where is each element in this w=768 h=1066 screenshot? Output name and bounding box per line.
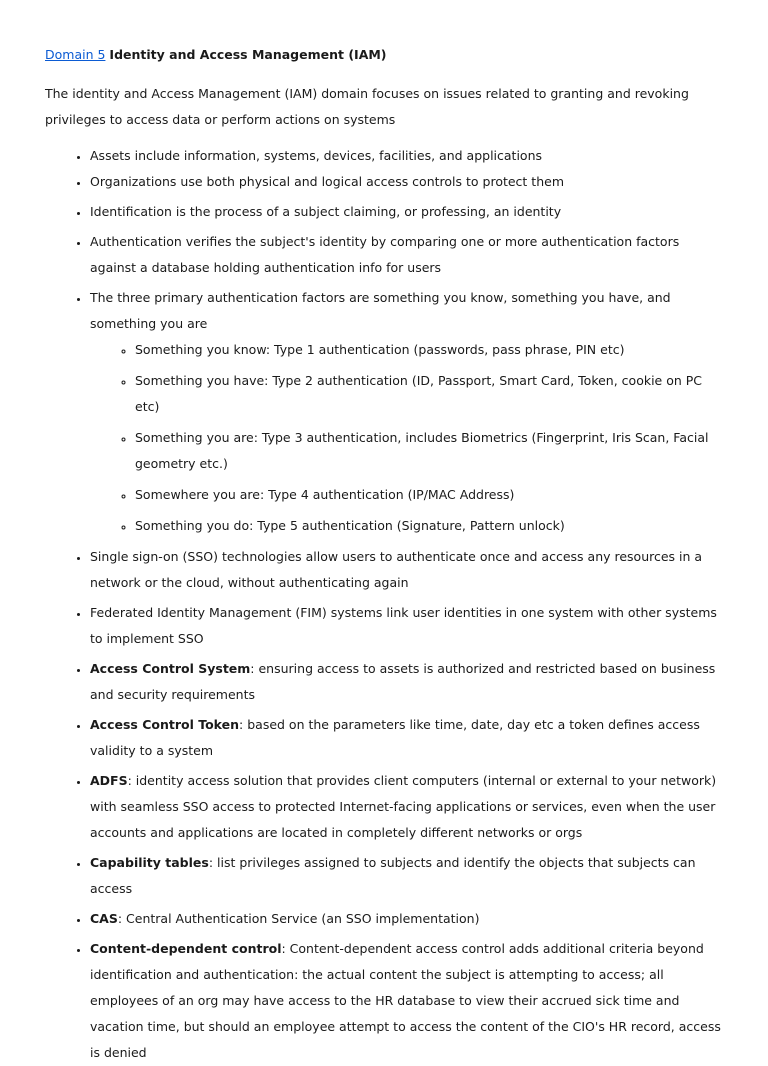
bullet-item <box>90 850 728 902</box>
sub-bullet-list <box>90 337 728 539</box>
sub-bullet-item: ◦ Something you have: Type 2 authentication (ID, Passport, Smart Card, Token, cookie on PC etc) <box>135 368 728 420</box>
bullet-text: Single sign-on (SSO) technologies allow users to authenticate once and access any resources in a network or the cloud, without authenticating again <box>90 549 703 590</box>
domain-link[interactable]: Domain 5 <box>45 47 106 62</box>
sub-bullet-item: ◦ Something you are: Type 3 authentication, includes Biometrics (Fingerprint, Iris Scan, Facial geometry etc.) <box>135 425 728 477</box>
bullet-item <box>90 285 728 539</box>
bullet-text: Identification is the process of a subject claiming, or professing, an identity <box>90 204 562 219</box>
bullet-term: Access Control Token <box>90 717 240 732</box>
bullet-term: Access Control System <box>90 661 251 676</box>
bullet-text: Assets include information, systems, devices, facilities, and applications <box>90 148 543 163</box>
bullet-text: Federated Identity Management (FIM) systems link user identities in one system with other systems to implement SSO <box>90 605 717 646</box>
document-title: Identity and Access Management (IAM) <box>109 47 387 62</box>
bullet-item <box>90 906 728 932</box>
bullet-item <box>90 936 728 1066</box>
bullet-text: The three primary authentication factors are something you know, something you have, and something you are <box>90 290 671 331</box>
bullet-item <box>90 229 728 281</box>
bullet-item <box>90 199 728 225</box>
bullet-text: : ensuring access to assets is authorized and restricted based on business and security requirements <box>90 661 716 702</box>
document-heading <box>45 45 728 65</box>
bullet-term: Capability tables <box>90 855 209 870</box>
bullet-text: : identity access solution that provides client computers (internal or external to your network) with seamless SSO access to protected Internet-facing applications or services, even when the user accounts and applications are located in completely different networks or orgs <box>90 773 717 840</box>
bullet-item <box>90 600 728 652</box>
bullet-term: CAS <box>90 911 118 926</box>
bullet-item <box>90 768 728 846</box>
sub-bullet-item: ◦ Somewhere you are: Type 4 authentication (IP/MAC Address) <box>135 482 728 508</box>
bullet-text: Organizations use both physical and logical access controls to protect them <box>90 174 564 189</box>
bullet-text: : Content-dependent access control adds additional criteria beyond identification and authentication: the actual content the subject is attempting to access; all employees of an org may have access to the HR database to view their accrued sick time and vacation time, but should an employee attempt to access the content of the CIO's HR record, access is denied <box>90 941 721 1060</box>
bullet-text: : list privileges assigned to subjects and identify the objects that subjects can access <box>90 855 696 896</box>
bullet-item <box>90 544 728 596</box>
sub-bullet-item: ◦ Something you know: Type 1 authentication (passwords, pass phrase, PIN etc) <box>135 337 728 363</box>
intro-paragraph: The identity and Access Management (IAM) domain focuses on issues related to granting and revoking privileges to access data or perform actions on systems <box>45 86 689 127</box>
bullet-term: ADFS <box>90 773 128 788</box>
bullet-item <box>90 143 728 169</box>
bullet-list <box>45 143 728 1066</box>
bullet-text: Authentication verifies the subject's identity by comparing one or more authentication factors against a database holding authentication info for users <box>90 234 680 275</box>
bullet-item <box>90 656 728 708</box>
sub-bullet-item: ◦ Something you do: Type 5 authentication (Signature, Pattern unlock) <box>135 513 728 539</box>
bullet-term: Content-dependent control <box>90 941 282 956</box>
bullet-text: : based on the parameters like time, date, day etc a token defines access validity to a system <box>90 717 700 758</box>
bullet-text: : Central Authentication Service (an SSO implementation) <box>117 911 480 926</box>
bullet-item <box>90 712 728 764</box>
bullet-item <box>90 169 728 195</box>
